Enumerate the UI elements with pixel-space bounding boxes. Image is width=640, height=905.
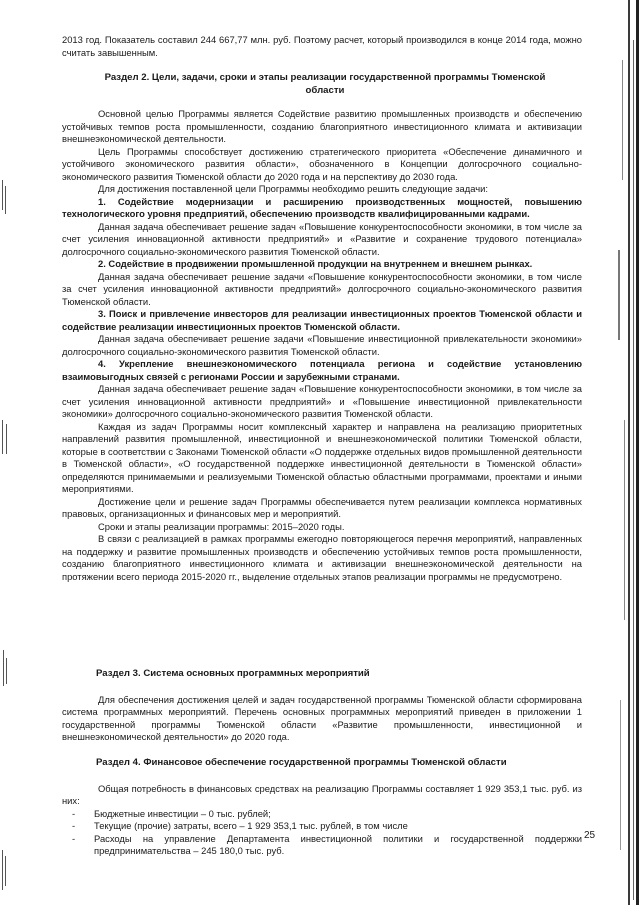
intro-text: 2013 год. Показатель составил 244 667,77 млн. руб. Поэтому расчет, который производился в конце 2014 года, можно считать завышенным. — [62, 34, 582, 58]
stages-paragraph: В связи с реализацией в рамках программы ежегодно повторяющегося перечня мероприятий, направленных на поддержку и развитие промышленных производств и обеспечению устойчивых темпов роста промышленности, созданию благоприятного инвестиционного климата и активизации внешнеэкономической деятельности на протяжении всего периода 2015-2020 гг., выделение отдельных этапов реализации программы не предусмотрено. — [62, 533, 582, 582]
list-item: - Бюджетные инвестиции – 0 тыс. рублей; — [62, 808, 582, 821]
section2-tasks-intro: Для достижения поставленной цели Программы необходимо решить следующие задачи: — [98, 183, 488, 194]
financing-list — [62, 808, 582, 858]
intro-paragraph — [62, 34, 582, 59]
task-2-heading: 2. Содействие в продвижении промышленной продукции на внутреннем и внешнем рынках. — [98, 258, 533, 269]
task-2-text: Данная задача обеспечивает решение задачи «Повышение конкурентоспособности экономики, в том числе за счет усиления инновационной активности предприятий» долгосрочного социально-экономического развития Тюменской области. — [62, 270, 582, 307]
scan-margin-mark — [0, 850, 10, 890]
scan-margin-mark — [0, 420, 10, 460]
list-item: - Расходы на управление Департамента инвестиционной политики и государственной поддержки предпринимательства – 245 180,0 тыс. руб. — [62, 833, 582, 858]
terms-paragraph: Сроки и этапы реализации программы: 2015–2020 годы. — [98, 520, 345, 532]
achievement-paragraph: Достижение цели и решение задач Программы обеспечивается путем реализации комплекса нормативных правовых, организационных и финансовых мер и мероприятий. — [62, 495, 582, 519]
task-3-heading: 3. Поиск и привлечение инвесторов для реализации инвестиционных проектов Тюменской области и содействие реализации инвестиционных проектов Тюменской области. — [62, 308, 582, 332]
section3-title: Раздел 3. Система основных программных мероприятий — [96, 668, 370, 679]
list-item: - Текущие (прочие) затраты, всего – 1 929 353,1 тыс. рублей, в том числе — [62, 820, 582, 833]
task-4-text: Данная задача обеспечивает решение задач «Повышение конкурентоспособности экономики, в том числе за счет усиления инновационной активности предприятий» и «Повышение инвестиционной привлекательности экономики» долгосрочного социально-экономического развития Тюменской области. — [62, 383, 582, 419]
section2-title: Раздел 2. Цели, задачи, сроки и этапы реализации государственной программы Тюменской области — [104, 72, 546, 96]
section4 — [62, 757, 582, 858]
scan-edge-artifact — [606, 0, 640, 905]
scan-margin-mark — [0, 650, 10, 690]
section2-goal: Основной целью Программы является Содействие развитию промышленных производств и обеспечению устойчивых темпов роста промышленности, созданию благоприятного инвестиционного климата и активизации внешнеэкономической деятельности. — [62, 108, 582, 144]
section4-title: Раздел 4. Финансовое обеспечение государственной программы Тюменской области — [96, 757, 507, 768]
section4-intro: Общая потребность в финансовых средствах на реализацию Программы составляет 1 929 353,1 тыс. руб. из них: — [62, 782, 582, 806]
section3 — [62, 668, 582, 744]
section2-priority: Цель Программы способствует достижению стратегического приоритета «Обеспечение динамичного и устойчивого экономического развития области», обозначенного в Концепции долгосрочного социально-экономического развития Тюменской области до 2020 года и на перспективу до 2030 года. — [62, 145, 582, 182]
task-1-text: Данная задача обеспечивает решение задач «Повышение конкурентоспособности экономики, в том числе за счет усиления инновационной активности предприятий» и «Развитие и сохранение трудового потенциала» долгосрочного социально-экономического развития Тюменской области. — [62, 220, 582, 257]
task-4-heading: 4. Укрепление внешнеэкономического потенциала региона и содействие установлению взаимовыгодных связей с регионами России и зарубежными странами. — [62, 358, 582, 382]
task-1-heading: 1. Содействие модернизации и расширению производственных мощностей, повышению технологического уровня предприятий, обеспечению производств квалифицированными кадрами. — [62, 195, 582, 219]
scan-margin-mark — [0, 180, 10, 220]
section2-heading — [100, 72, 550, 97]
section2-body — [62, 108, 582, 583]
complex-paragraph: Каждая из задач Программы носит комплексный характер и направлена на реализацию приоритетных направлений развития промышленной, инвестиционной и внешнеэкономической политики Тюменской области, которые в соответствии с Законами Тюменской области «О поддержке отдельных видов промышленной деятельности в Тюменской области», «О государственной поддержке инвестиционной деятельности в Тюменской области» определяются принимаемыми и реализуемыми Тюменской областью областными программами, проектами и иными мероприятиями. — [62, 420, 582, 494]
task-3-text: Данная задача обеспечивает решение задачи «Повышение инвестиционной привлекательности экономики» долгосрочного социально-экономического развития Тюменской области. — [62, 333, 582, 357]
page-number: 25 — [584, 830, 596, 841]
section3-text: Для обеспечения достижения целей и задач государственной программы Тюменской области сформирована система программных мероприятий. Перечень основных программных мероприятий приведен в приложении 1 государственной программы Тюменской области «Развитие промышленности, инвестиционной и внешнеэкономической деятельности» до 2020 года. — [62, 693, 582, 742]
